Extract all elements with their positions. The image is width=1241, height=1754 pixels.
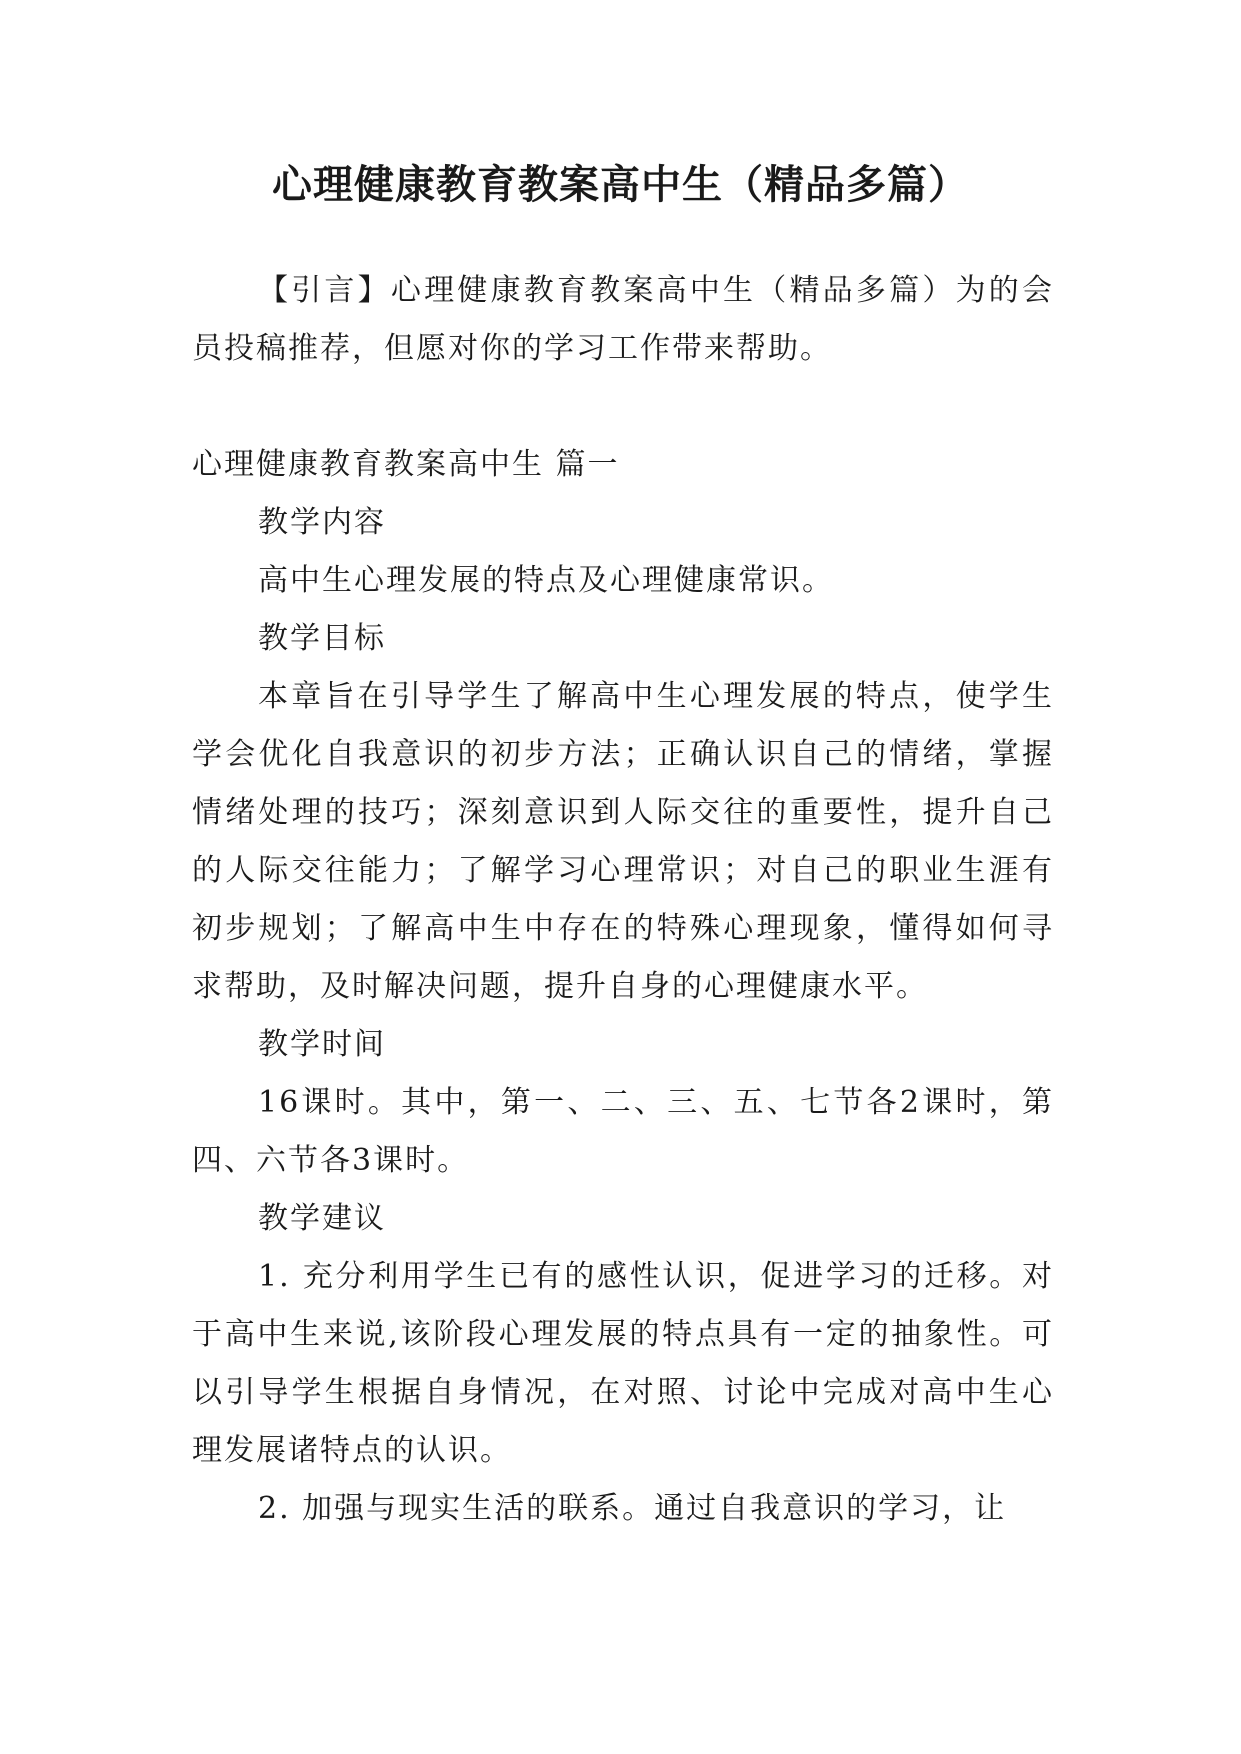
section-heading: 心理健康教育教案高中生 篇一	[192, 447, 620, 482]
subheading-objectives: 教学目标	[258, 621, 386, 656]
document-body	[192, 262, 1054, 1538]
body-paragraph: 本章旨在引导学生了解高中生心理发展的特点，使学生学会优化自我意识的初步方法；正确认识自己的情绪，掌握情绪处理的技巧；深刻意识到人际交往的重要性，提升自己的人际交往能力；了解学习心理常识；对自己的职业生涯有初步规划；了解高中生中存在的特殊心理现象，懂得如何寻求帮助，及时解决问题，提升自身的心理健康水平。	[192, 679, 1054, 1004]
blank-line	[192, 378, 1054, 436]
intro-paragraph: 【引言】心理健康教育教案高中生（精品多篇）为的会员投稿推荐，但愿对你的学习工作带来帮助。	[192, 273, 1054, 366]
document-title: 心理健康教育教案高中生（精品多篇）	[272, 162, 969, 208]
body-paragraph: 1. 充分利用学生已有的感性认识，促进学习的迁移。对于高中生来说,该阶段心理发展的特点具有一定的抽象性。可以引导学生根据自身情况，在对照、讨论中完成对高中生心理发展诸特点的认识。	[192, 1259, 1054, 1468]
body-paragraph: 高中生心理发展的特点及心理健康常识。	[258, 563, 834, 598]
body-paragraph: 2. 加强与现实生活的联系。通过自我意识的学习，让	[258, 1491, 1007, 1526]
subheading-content: 教学内容	[258, 505, 386, 540]
body-paragraph: 16课时。其中，第一、二、三、五、七节各2课时，第四、六节各3课时。	[192, 1085, 1054, 1178]
subheading-time: 教学时间	[258, 1027, 386, 1062]
subheading-suggestions: 教学建议	[258, 1201, 386, 1236]
